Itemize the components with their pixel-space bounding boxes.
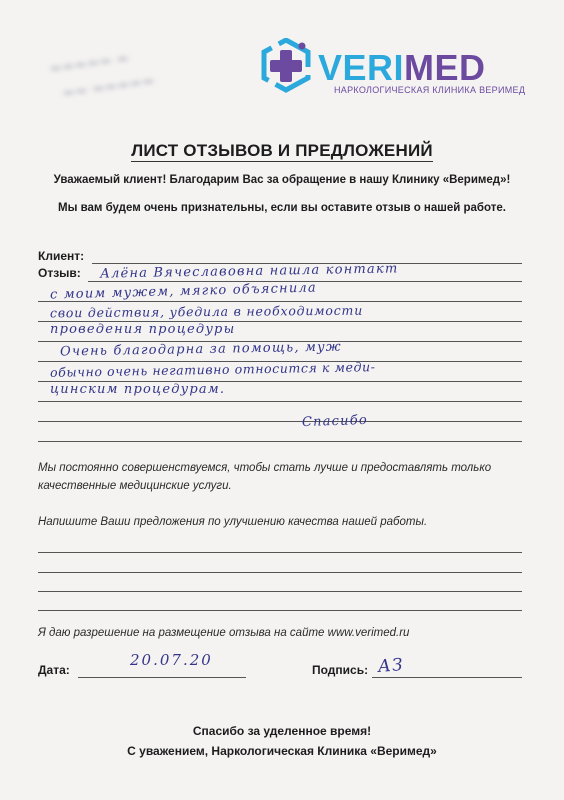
footer-regards: С уважением, Наркологическая Клиника «Веримед» [127,744,437,758]
signature-line [372,677,522,678]
suggestions-prompt: Напишите Ваши предложения по улучшению качества нашей работы. [38,516,428,528]
review-hand-line-1: Алёна Вячеславовна нашла контакт [99,261,399,282]
date-line [78,677,246,678]
review-line-2 [38,301,522,302]
signature-handwritten: АЗ [377,655,405,677]
suggestion-line-1 [38,552,522,553]
verimed-logo [258,38,538,102]
date-label: Дата: [38,663,70,677]
brand-wordmark [318,48,486,88]
suggestion-line-3 [38,591,522,592]
review-line-7 [38,401,522,402]
improve-line-1: Мы постоянно совершенствуемся, чтобы стать лучше и предоставлять только [38,462,492,474]
form-title: ЛИСТ ОТЗЫВОВ И ПРЕДЛОЖЕНИЙ [131,141,433,160]
review-hand-line-7: цинским процедурам. [50,382,226,397]
review-hand-line-2: с моим мужем, мягко объяснила [49,280,318,303]
review-hand-line-5: Очень благодарна за помощь, муж [59,339,342,360]
medical-cross-icon [258,38,316,98]
review-line-9 [38,441,522,442]
permission-text: Я даю разрешение на размещение отзыва на сайте www.verimed.ru [38,627,410,639]
brand-part-veri: VERI [318,47,405,88]
intro-line-2: Мы вам будем очень признательны, если вы оставите отзыв о нашей работе. [57,202,507,214]
improve-line-2: качественные медицинские услуги. [38,480,232,492]
footer-thanks: Спасибо за уделенное время! [192,724,372,738]
review-hand-line-3: свои действия, убедила в необходимости [49,302,364,321]
signature-label: Подпись: [312,663,369,677]
brand-part-med: MED [404,47,486,88]
blurred-handwritten-note: ~~~~~ ~ ~~ ~~~~~ [48,48,156,104]
review-hand-line-6: обычно очень негативно относится к меди- [49,359,376,380]
suggestion-line-2 [38,572,522,573]
review-hand-thanks: Спасибо [301,412,369,431]
client-label: Клиент: [38,249,85,263]
date-handwritten: 20.07.20 [130,651,213,669]
brand-subtitle: НАРКОЛОГИЧЕСКАЯ КЛИНИКА ВЕРИМЕД [334,85,526,95]
suggestion-line-4 [38,610,522,611]
review-hand-line-4: проведения процедуры [50,322,236,337]
review-label: Отзыв: [38,266,81,280]
form-title-wrap [0,141,564,161]
review-line-8 [38,421,522,422]
intro-line-1: Уважаемый клиент! Благодарим Вас за обращение в нашу Клинику «Веримед»! [53,174,511,186]
